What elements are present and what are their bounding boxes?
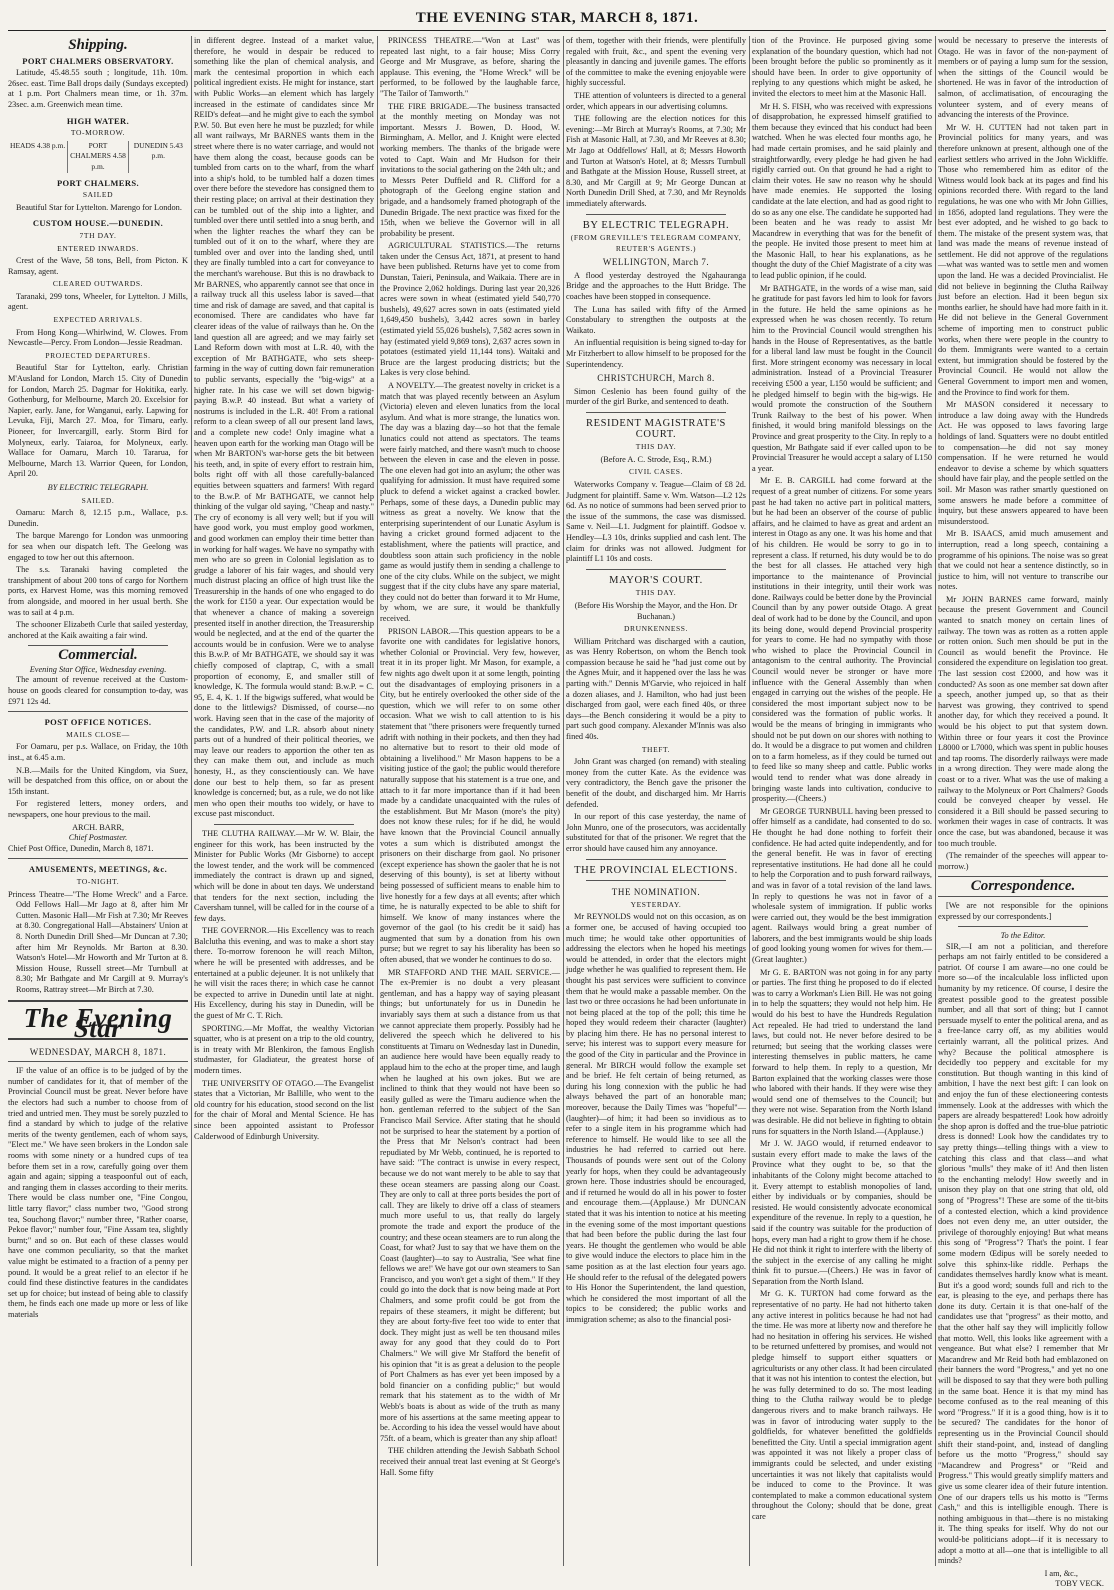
luna-text: The Luna has sailed with fifty of the Armed Constabulary to strengthen the outposts at the Waikato. <box>566 304 746 335</box>
head-rule <box>8 30 1106 31</box>
column-5 <box>752 36 932 1566</box>
christchurch-dateline: CHRISTCHURCH, March 8. <box>597 373 715 384</box>
divider <box>938 896 1108 897</box>
civil-cases-text: Waterworks Company v. Teague—Claim of £8 2d. Judgment for plaintiff. Same v. Wm. Watson—L2 12s 6d. As no notice of summons had been served prior to the issue of the summons, the case was dismissed. Same v. Neil—L1. Judgment for plaintiff. Godsoe v. Hendley—L3 10s, drinks supplied and cash lent. The claim for drinks was not allowed. Judgment for plaintiff L1 10s and costs. <box>566 479 746 564</box>
turton-speech: Mr G. K. TURTON had come forward as the representative of no party. He had not hitherto taken any active interest in politics because he had not had the time. He was more at liberty now and therefore he had no hesitation in offering his services. He wished to be returned unfettered by promises, and would not pledge himself to support either squatters or agriculturists or any other class. It had been circulated that it was not his intention to contest the election, but he was fully determined to do so. The most leading thing to the Clutha railway would be to pledge dangerous rivers and to make branch railways. He was in favor of introducing water supply to the goldfields, for whatever benefitted the goldfields benefitted the City. Until a special immigration agent was appointed it was not likely a proper class of immigrants could be selected, and under existing uncertainties it was not likely that capitalists would be induced to come to the Province. It was contemplated to make a common educational system throughout the Colony; should that be done, great care <box>752 1289 932 1521</box>
amusements-sub: TO-NIGHT. <box>76 876 120 886</box>
letter-signature: TOBY VECK. <box>1055 1579 1104 1589</box>
divider <box>586 859 726 860</box>
sporting-item: SPORTING.—Mr Moffat, the wealthy Victorian squatter, who is at present on a trip to the old country, is in treaty with Mr Blenkiron, the famous English studmaster, for Gladiateur, the greatest horse of modern times. <box>194 1023 374 1075</box>
cutten-speech: Mr W. H. CUTTEN had not taken part in Provincial politics for many years, and was therefore unknown at present, although one of the earliest settlers who arrived in the John Wickliffe. Those who remembered him as editor of the Witness would look back at its pages and find his opinions recorded there. With regard to the land regulations, he was one who with Mr John Gillies, in 1856, adopted land regulations. They were the best ever adopted, and he wished to go back to them. The mistake of the present system was, that land was made the means of revenue instead of settlement. He did not approve of the regulations—what was wanted was to settle men and women upon the land. He was a decided Provincialist. He did not believe in beginning the Clutha Railway just before an election. Had it been begun six months earlier, he should have had more faith in it. He did not believe in the General Government scheme of importing men to construct public works, when there were people in the country to do them. Immigrants were wanted to a certain extent, but immigration should be fostered by the Provincial Council. He would not allow the General Government to import men and women, and the Province to find work for them. <box>938 122 1108 397</box>
turton-speech-cont: would be necessary to preserve the interests of Otago. He was in favor of the non-payment of members or of paying a lump sum for the session, when the sittings of the Council would be shortened. He was in favor of the introduction of salmon, of acclimatisation, of encouraging the volunteer system, and of every means of advancing the interests of the Province. <box>938 36 1108 120</box>
mayors-court-before: (Before His Worship the Mayor, and the Hon. Dr Buchanan.) <box>574 600 738 621</box>
drunkenness-sub: DRUNKENNESS. <box>623 624 689 634</box>
post-text-3: For registered letters, money orders, and newspapers, one hour previous to the mail. <box>8 799 188 819</box>
university-item: THE UNIVERSITY OF OTAGO.—The Evangelist states that a Victorian, Mr Ballille, who went to the old country for his education, stood second on the list for the chair of Moral and Mental Science. He has since been appointed assistant to Professor Calderwood of Edinburgh University. <box>194 1078 374 1141</box>
agricultural-item: AGRICULTURAL STATISTICS.—The returns taken under the Census Act, 1871, at present to hand have been published. Returns have yet to come from Dunstan, Taieri, Peninsula, and Waikaia. There are in the Province 2,062 holdings. During last year 20,326 acres were sown in wheat (estimated yield 540,770 bushels), 49,627 acres sown in oats (estimated yield 1,649,450 bushels), 3,442 acres sown in barley (estimated yield 55,026 bushels), 7,582 acres sown in hay (estimated yield 9,869 tons), 2,637 acres sown in potatoes (estimated yield 11,144 tons). Waitaki and Bruce are the largest producing districts; but the Lakes is very close behind. <box>380 241 560 378</box>
fire-brigade-item: THE FIRE BRIGADE.—The business transacted at the monthly meeting on Monday was not important. Messrs J. Bowen, D. Hood, W. Birmingham, A. Mellor, and J. Knight were elected working members. The thanks of the brigade were voted to Capt. Wain and Mr Hudson for their invitations to the social gathering on the 24th ult.; and to Messrs Peter Duffield and R. Clifford for a photograph of the Geelong engine station and brigade, and a handsomely framed photograph of the Dunedin Brigade. The next practice was fixed for the 15th, when we believe the Governor will in all probability be present. <box>380 101 560 238</box>
cargill-speech: Mr E. B. CARGILL had come forward at the request of a great number of citizens. For some years past he had taken no active part in political matters, but he had been an observer of the course of public affairs, and he claimed to have as great and ardent an interest in Otago as any one. It was his home and that of his children. He would be sorry to go in to represent a class. If returned, his duty would be to do the best for all classes. He attached very high importance to the maintenance of Provincial institutions in their integrity, until their work was done. Railways could be better done by the Provincial Council than by any power outside Otago. A great deal of work had to be done by the Council, and upon its being done, would depend Provincial prosperity for years to come. He had no sympathy with those who wished to place the Provincial Council in antagonism to the central authority. The Provincial Council would never be stronger or have more influence with the General Assembly than when engaged in carrying out the wishes of the people. He considered the most important subject now to be considered was the formation of public works. It would be the means of bringing in immigrants who should not be put down on our shores with nothing to do. It would be a disgrace to put women and children on to a farm homeless, as if they could be turned out to feed like so many sheep and cattle. Public works would tend to render what was done already in bringing waste lands into cultivation, conducive to prosperity.—(Cheers.) <box>752 476 932 804</box>
entered-sub: ENTERED INWARDS. <box>57 243 139 253</box>
jewish-school-item: THE children attending the Jewish Sabbath School received their annual treat last evening at St George's Hall. Some fifty <box>380 1446 560 1477</box>
postmaster-title: Chief Postmaster. <box>68 833 128 843</box>
tide-table <box>8 141 188 173</box>
to-the-editor: To the Editor. <box>1000 931 1046 941</box>
volunteers-item: THE attention of volunteers is directed to a general order, which appears in our advertising columns. <box>566 90 746 111</box>
wellington-text: A flood yesterday destroyed the Ngahauranga Bridge and the approaches to the Hutt Bridge. The coaches have been stopped in consequence. <box>566 270 746 302</box>
telegraph-text: Oamaru: March 8, 12.15 p.m., Wallace, p.s. Dunedin. <box>8 508 188 528</box>
divider <box>8 711 188 712</box>
column-3 <box>380 36 560 1566</box>
remainder-note: (The remainder of the speeches will appear to-morrow.) <box>938 851 1108 871</box>
turnbull-speech: Mr GEORGE TURNBULL having been pressed to offer himself as a candidate, had consented to do so. He thought he had done nothing to forfeit their confidence. He had acted quite independently, and for the general benefit. He was in favor of erecting representative institutions. He had done all he could to help the Corporation and to push forward railways, and was in favor of a total revision of the land laws. In reply to questions he was not in favor of a wholesale system of immigration. If public works were carried out, they would be the best immigration agent. Railways would bring a great number of laborers, and the best immigrants would be ship loads of good looking young women for wives for them.—(Great laughter.) <box>752 806 932 965</box>
barton-speech: Mr G. E. BARTON was not going in for any party or parties. The first thing he proposed to do if elected was to carry a Workman's Lien Bill. He was not going in to help the squatters; they would not help him. He would do his best to have the Hundreds Regulation Act repealed. He had tried to understand the land laws, but could not. He never before desired to be returned; but seeing that the working classes were interesting themselves in public matters, he came forward to help them. In reply to a question, Mr Barton explained that the working classes were those who labored with their hands. If they were wise they would send one of themselves to the Council; but they were not wise. Separation from the North Island was desirable. He did not believe in fighting to obtain runs for squatters in the North Island.—(Applause.) <box>752 967 932 1136</box>
governor-item: THE GOVERNOR.—His Excellency was to reach Balclutha this evening, and was to make a short stay there. To-morrow forenoon he will reach Milton, where he will be presented with addresses, and be entertained at a public dejeuner. It is not unlikely that he will visit the races there; in which case he cannot be expected to arrive in Dunedin until late at night. His Excellency, during his stay in Dunedin, will be the guest of Mr C. T. Rich. <box>194 926 374 1021</box>
theft-text: John Grant was charged (on remand) with stealing money from the cutter Kate. As the evidence was very contradictory, the Bench gave the prisoner the benefit of the doubt, and discharged him. Mr Harris defended. <box>566 757 746 809</box>
divider <box>8 858 188 859</box>
telegraph-heading: BY ELECTRIC TELEGRAPH. <box>47 482 149 492</box>
rm-court-day: THIS DAY. <box>635 442 677 452</box>
rm-court-before: (Before A. C. Strode, Esq., R.M.) <box>600 454 712 464</box>
telegraph-sailed: SAILED. <box>81 495 115 505</box>
divider <box>8 1061 188 1062</box>
column-4 <box>566 36 746 1566</box>
postmaster-name: ARCH. BARR, <box>72 822 124 832</box>
novelty-item: A NOVELTY.—The greatest novelty in cricket is a match that was played recently between an Asylum (Victoria) eleven and eleven lunatics from the local asylum. And what is more strange, the lunatics won. The day was a blazing day—so hot that the female lunatics could not attend as spectators. The teams were fairly matched, and there wasn't much to choose between the eleven in case and the eleven in posse. The one eleven had got into an asylum; the other was qualifying for admission. It must have required some pluck to defend a wicket against a cracked bowler. Perhaps, some of these days, a Dunedin public may witness as great a novelty. We know that the enterprising superintendent of our Lunatic Asylum is having a cricket ground formed adjacent to the establishment, where the patients will practice, and doubtless soon attain such proficiency in the noble game as would justify them in sending a challenge to one of the city clubs. While on the subject, we might suggest that if the city clubs have any spare material, they could not do better than forward it to Mr Hume, by whom, we are sure, it would be thankfully received. <box>380 381 560 624</box>
paper-title: The Evening Star <box>23 1002 173 1044</box>
provincial-elections-heading: THE PROVINCIAL ELECTIONS. <box>574 864 738 876</box>
divider <box>958 926 1088 927</box>
correction-text: In our report of this case yesterday, the name of John Munro, one of the prosecutors, was accidentally substituted for that of the prisoner. We regret that the error should have caused him any annoyance. <box>566 812 746 853</box>
cleared-sub: CLEARED OUTWARDS. <box>52 279 144 289</box>
column-2 <box>194 36 374 1566</box>
section-title-shipping: Shipping. <box>68 37 128 53</box>
bathgate-speech: Mr BATHGATE, in the words of a wise man, said he gratitude for past favors led him to look for favors in the future. He held the same opinions as he expressed when he was chosen recently. To return him to the Provincial Council would strengthen his hands in the House of Representatives, as the battle for a liberal land law must be fought in the Council first. More stringent economy was necessary in local administration. Instead of a Provincial Treasurer receiving £500 a year, L150 would be sufficient; and he pledged himself to begin with the big-wigs. He would promote the construction of the Southern Trunk Railway to the best of his power. When finished, it would bring manifold blessings on the Province and great prosperity to the City. In reply to a question, Mr Bathgate said if ever called upon to be Provincial Treasurer he would accept a salary of L150 a year. <box>752 283 932 473</box>
leader-article-cont: in different degree. Instead of a market value, therefore, he would in despair be reduced to something like the plan of chemical analysis, and mark the centesimal proportion in which each political ingredient exists. He might for instance, start with Public Works—an element which has largely increased in the estimate of candidates since Mr REID's defeat—and he might give to each the symbol P.W. 50. But even here he must be puzzled; for while all want railways, Mr BARNES wants them in the street where there is no water carriage, and would not have them along the coast, because goods can be tumbled from carts on to the wharf, from the wharf into a ship's hold, to be tumbled half a dozen times over there before the stevedore has consigned them to their resting place; on arrival at their destination they can be tumbled out of the ship into a lighter, and tumbled over there until settled into a snug berth, and when the lighter reaches the wharf they can be tumbled out of it on to the wharf, where they are tumbled over and over into the landing shed, until they are finally tumbled into a cart for conveyance to the merchant's warehouse. But this is no drawback to Mr BARNES, who apparently cannot see that once in a railway truck all this useless labor is saved—that time and risk of damage are saved, and that capital is economised. There are candidates who have far clearer ideas of the value of railways than he. On the land question all are agreed; and we may fairly set Land Reform down with most at L.R. 40, with the exception of Mr BATHGATE, who sets sheep-farming in the way of cutting down fair remuneration to public servants, especially the "big-wigs" at a higher rate. In his case we will set down bigwig-paying B.w.P. 40 instead. But what a variety of nostrums is included in the L.R. 40! From a rational reform to a clean sweep of all our present land laws, and a complete new code! Only imagine what a heaven upon earth for the working man Otago will be when Mr BARTON's war-horse gets the bit between his teeth, and, in spite of every effort to restrain him, bolts right off with all those carefully-balanced equities between squatters and farmers! With regard to the B.w.P. of Mr BATHGATE, we cannot help thinking of the vulgar old saying, "Cheap and nasty." The cry of economy is all very well; but if you will have good work, you must employ good workmen, and good workmen can employ their time better than in working for half wages. We have no sympathy with men who are so green in Colonial legislation as to grudge a laborer of his fair wages, and should very much distrust placing an office of high trust like the Treasurership in the hands of one who engaged to do the work for £150 a year. Our expectation would be that whenever a chance of making a sovereign presented itself in another direction, the Treasurership would be neglected, and at the end of the quarter the accounts would be in confusion. Were we to analyse this B.w.P. of Mr BATHGATE, we should say it was chiefly composed of claptrap, C, with a small proportion of economy, E, and smaller still of knowledge, K. The formula would stand: B.w.P. = C. 95, E. 4, K. 1. If the bigwigs suffered, what would be done to the littlewigs? Dismissed, of course—no work. Having seen that in the case of the majority of the candidates, P.W. and L.R. absorb about ninety parts out of a hundred of their political theories, we may leave our readers to apportion the other ten as they can make them out, and include as much honesty, H., as they conscientiously can. We have done our best to help them, so far as present knowledge is concerned; but, as a rule, we do not like men who open their mouths too widely, or have to excuse past misconduct. <box>194 36 374 819</box>
amusements-heading: AMUSEMENTS, MEETINGS, &c. <box>28 864 168 875</box>
theft-sub: THEFT. <box>641 744 671 754</box>
column-rule <box>563 36 564 1566</box>
column-rule <box>749 36 750 1566</box>
post-text-1: For Oamaru, per p.s. Wallace, on Friday, the 10th inst., at 6.45 a.m. <box>8 742 188 763</box>
mayors-court-heading: MAYOR'S COURT. <box>609 574 703 586</box>
requisition-text: An influential requisition is being signed to-day for Mr Fitzherbert to allow himself to be proposed for the Superintendency. <box>566 338 746 369</box>
mayors-court-day: THIS DAY. <box>635 588 677 598</box>
mails-close-sub: MAILS CLOSE— <box>66 729 130 739</box>
observatory-heading: PORT CHALMERS OBSERVATORY. <box>22 55 174 66</box>
section-title-correspondence: Correspondence. <box>970 878 1076 895</box>
sailed-text: Beautiful Star for Lyttelton. Marengo for London. <box>16 202 182 212</box>
divider <box>586 214 726 215</box>
column-rule <box>935 36 936 1566</box>
clutha-railway-item: THE CLUTHA RAILWAY.—Mr W. W. Blair, the engineer for this work, has been instructed by the Minister for Public Works (Mr Gisborne) to accept the lowest tender, and the work will be commenced immediately the contract is drawn up and signed, which will be done in about ten days. We understand that tenders for the next section, including the Caversham tunnel, will be called for in the course of a few days. <box>194 828 374 923</box>
letter-closing: I am, &c., <box>1044 1568 1078 1578</box>
nomination-heading: THE NOMINATION. <box>611 887 701 898</box>
nomination-text: Mr REYNOLDS would not on this occasion, as on a former one, be accused of having occupied too much time; he would take other opportunities of addressing the electors when he hoped his meetings would be attended, in order that the electors might judge whether he was qualified to represent them. He thought his past services were sufficient to convince them that he would make a passable member. On the last two or three occasions he had been unfortunate in not being placed at the top of the poll; this time he hoped they would redeem their character (laughter) by placing him there. He has no personal interest to serve; his interest was to support every measure for the good of the City in particular and the Province in general. Mr BIRCH would follow the example set and be brief. He felt certain of being returned, as during his long connexion with the public he had always behaved the part of an honorable man; moreover, because the Daily Times was "hopeful"—(laughter)—of him; it had been so invidious as to refer to a single item in his programme which had reference to himself. He would like to see all the industries he had referred to carried out here. Thousands of pounds were sent out of the Colony yearly for hops, when they could be advantageously grown here. Those industries should be encouraged, and if returned he would do all in his power to foster and encourage them.—(Applause.) Mr DUNCAN stated that it was his intention to notice at his meeting in the evening some of the most important questions that had been before the public during the last four years. He thought the gentlemen who would be able to give would induce the electors to place him in the same position as at the last election four years ago. He should refer to the refusal of the delegated powers to His Honor the Superintendent, the land question, which he considered the most important of all the topics to be considered; the public works and immigration scheme; as also to the financial posi- <box>566 912 746 1324</box>
tide-port-chalmers: PORT CHALMERS 4.58 p.m. <box>67 141 127 173</box>
high-water-sub: TO-MORROW. <box>70 128 126 138</box>
nomination-cont: tion of the Province. He purposed giving some explanation of the boundary question, which had not been brought before the public so prominently as it should have been. In order to give opportunity of replying to any questions which might be asked, he invited the electors to meet him at the Masonic Hall. <box>752 36 932 98</box>
projected-sub: PROJECTED DEPARTURES. <box>45 350 151 360</box>
paper-date: WEDNESDAY, MARCH 8, 1871. <box>29 1046 167 1057</box>
telegraph-source: (FROM GREVILLE'S TELEGRAM COMPANY, REUTER'S AGENTS.) <box>570 233 742 253</box>
office-line: Evening Star Office, Wednesday evening. <box>29 664 167 674</box>
custom-house-heading: CUSTOM HOUSE.—DUNEDIN. <box>32 218 164 229</box>
column-rule <box>191 36 192 1566</box>
post-text-2: N.B.—Mails for the United Kingdom, via Suez, will be despatched from this office, on or about the 15th instant. <box>8 765 188 796</box>
wellington-dateline: WELLINGTON, March 7. <box>602 257 710 268</box>
amusements-list: Princess Theatre—"The Home Wreck" and a Farce. Odd Fellows Hall—Mr Jago at 8, after him Mr Cutten. Masonic Hall—Mr Fish at 7.30; Mr Reeves at 8.30. Congregational Hall—Abstainers' Union at 8. North Dunedin Drill Shed—Mr Duncan at 7.30; after him Mr Reynolds. Mr Barton at 8.30. Watson's Hotel—Mr Howorth and Mr Turton at 8. Mission House, Russell street—Mr Turnbull at 8.30; Mr Bathgate and Mr Cargill at 9. Murray's Rooms, Rattray street—Mr Birch at 7.30. <box>8 889 188 994</box>
mason-speech: Mr MASON considered it necessary to introduce a law doing away with the Hundreds Act. He was opposed to laws favoring large holdings of land. Squatters were no doubt entitled to compensation—he did not say money compensation. If he were returned he would endeavor to devise a scheme by which squatters should have fair play, and the people settled on the soil. Mr Mason was rather smartly questioned on some answers he made before a committee of inquiry, but these answers appeared to have been misunderstood. <box>938 400 1108 526</box>
leader-article: IF the value of an office is to be judged of by the number of candidates for it, that of member of the Provincial Council must be great. Never before have the electors had such a number to choose from of tried and untried men. They must be sorely puzzled to find a standard by which to judge of the relative merits of the twenty gentlemen, each of whom says, "Elect me." We have seen brokers in the London sale rooms with some ninety or a hundred cups of tea before them set in a row, carefully going over them again and again; sipping a teaspoonful out of each, and ranging them in classes according to their merits. There would be class number one, "Fine Congou, little tarry flavor;" class number two, "Good strong tea, Souchong flavor;" number three, "Rather coarse, Pekoe flavor;" number four, "Fine Assam tea, slightly burnt;" and so on. But each of these classes would have one common peculiarity, so that the market value might be estimated to a fraction of a penny per pound. It would be a great relief to an elector if he could find these distinctive features in the candidates set up for choice; but instead of being able to classify them, he finds each one made up more or less of like materials <box>8 1066 188 1319</box>
taranaki-text: The s.s. Taranaki having completed the transhipment of about 200 tons of cargo for Northern ports, ex Harvest Home, was this morning removed from alongside, and moored in her usual berth. She was to sail at 4 p.m. <box>8 565 188 617</box>
column-6 <box>938 36 1108 1589</box>
divider <box>586 569 726 570</box>
barnes-speech: Mr JOHN BARNES came forward, mainly because the present Government and Council wanted to snatch money on certain lines of railway. The town was as rotten as a rotten apple or rotten onion. Such men should be put in the Council as would benefit the Province. He considered the expenditure on legislation too great. The last session cost £2000, and how was it conducted? As soon as one member sat down after a speech, another jumped up, so that as their harvest was growing, they contrived to spend another day, for which they received a pound. It would be his object to put that system down. Within three or four years it cost the Province L8000 or L7000, which was spent in public houses and tap rooms. The disorderly railways were made in a wrong direction. They were made along the coast or to a river. What was the use of making a railway to the Molyneux or Port Chalmers? Goods could be conveyed cheaper by vessel. He considered it a Bill should be passed securing to workmen their wages in case of contracts. It was once the case, but was abandoned, because it was too much trouble. <box>938 594 1108 848</box>
civil-cases-sub: CIVIL CASES. <box>628 467 683 477</box>
stafford-item: MR STAFFORD AND THE MAIL SERVICE.—The ex-Premier is no doubt a very pleasant gentleman, and has a happy way of saying pleasant things; but unfortunately for us in Dunedin he invariably says them at such a distance from us that we cannot appreciate them properly. Possibly had he delivered the speech which he delivered to his constituents at Timaru on Wednesday last in Dunedin, an audience here would have been equally ready to applaud him to the echo at the proper time, and laugh when he laughed at his own jokes. But we are inclined to think that they would not have been so easily gulled as were the Timaru audience when the hon. gentleman referred to the subject of the San Francisco Mail Service. After stating that he should not be surprised to hear the statement by a portion of the Press that Mr Nelson's contract had been repudiated by Mr Webb, continued, he is reported to have said: "The contract is unwise in every respect, because we do not want merely to be able to say that these ocean steamers are passing along our Coast. They are only to call at three ports besides the port of call. They are likely to drive off a class of steamers much more useful to us, that really do largely promote the trade and export the produce of the country; and these ocean steamers are to run along the Coast, for what? Just to say that we have them on the Coast (laughter)—to say to Australia, 'See what fine fellows we are!' We have got our own steamers to San Francisco, and you won't get a sight of them." If they could go into the dock that is now being made at Port Chalmers, and some profit could be got from the repairs of these steamers, it might be different; but they are about forty-five feet too wide to enter that dock. They might just as well be ten thousand miles away for any good that they could do to Port Chalmers." We will give Mr Stafford the benefit of his opinion that "it is as great a delusion to the people of Port Chalmers as has ever yet been imposed by a bold financier on a confiding public;" but would remark that his statement as to the width of Mr Webb's boats is about as wide of the truth as many more of his assertions at the same meeting appear to be. According to his idea the vessel would have about 75ft. of a beam, which is greater than any ship afloat! <box>380 967 560 1443</box>
running-head: THE EVENING STAR, MARCH 8, 1871. <box>415 10 699 26</box>
drunkenness-text: William Pritchard was discharged with a caution, as was Henry Robertson, on whom the Bench took compassion because he said he "had just come out by the Agnes Muir, and it happened over the lass he was parting with." Dennis M'Garvie, who rejoiced in half a dozen aliases, and J. Hamilton, who had just been discharged from gaol, were each fined 40s, or three days—the Bench considering it would be a pity to part such good company. Alexander M'Innis was also fined 40s. <box>566 636 746 742</box>
divider <box>586 880 726 881</box>
prison-labor-item: PRISON LABOR.—This question appears to be a favorite one with candidates for legislative honors, whether Colonial or Provincial. Very few, however, treat it in its proper light. Mr Mason, for example, a few nights ago dwelt upon it at some length, pointing out the disadvantages of employing prisoners in a City, but he entirely overlooked the other side of the question, which we will refer to on some other occasion. What we wish to call attention to is his statement that "there prisoners were frequently turned adrift with nothing in their pockets, and then they had no alternative but to resort to their old mode of obtaining a livelihood." Mr Mason happens to be a visiting justice of the gaol; the public would therefore naturally suppose that his statement is a true one, and attach to it far more importance than if it had been made by a candidate unacquainted with the rules of the establishment. But Mr Mason (more's the pity) does not know these rules; for if he did, he would have known that the Provincial Council annually votes a sum which is distributed amongst the prisoners on their discharge from gaol. No prisoner (except experience has shown the gaoler that he is not deserving of this bounty), is set at liberty without being possessed of sufficient means to enable him to live honestly for a few days at all events; after which time, he is naturally expected to be able to shift for himself. We know of many instances where the governor of the gaol (to his credit be it said) has augmented that sum by a donation from his own purse; but we regret to say his liberality has been so often abused, that we wonder he continues to do so. <box>380 626 560 965</box>
high-water-heading: HIGH WATER. <box>66 115 130 126</box>
revenue-text: The amount of revenue received at the Custom-house on goods cleared for consumption to-day, was £971 12s 4d. <box>8 675 188 706</box>
divider <box>938 876 1108 877</box>
nomination-day: YESTERDAY. <box>630 899 682 909</box>
fish-speech: Mr H. S. FISH, who was received with expressions of disapprobation, he expressed himself gratified to them because they evinced that his conduct had been watched. When he was elected four months ago, he had made certain promises, and he said plainly and straightforwardly, every pledge he had given he had rigidly carried out. On that ground he had a right to claim their votes. He saw no reason why he should have made enemies. He supported the losing candidate at the late election, and had as good right to do so as any one else. The candidate he supported had been beaten and he was ready to assist Mr Macandrew in everything that was for the benefit of the people. He invited those present to meet him at the Masonic Hall, to hear his explanations, as he thought the duty of the Chief Magistrate of a city was to lead public opinion, if he could. <box>752 101 932 281</box>
post-office-date: Chief Post Office, Dunedin, March 8, 1871. <box>8 843 154 853</box>
election-notices-item: THE following are the election notices for this evening:—Mr Birch at Murray's Rooms, at 7.30; Mr Fish at Masonic Hall, at 7.30, and Mr Reeves at 8.30; Mr Jago at Oddfellows' Hall, at 8; Messrs Howorth and Turton at Watson's Hotel, at 8; Messrs Turnbull and Bathgate at the Mission House, Russell street, at 8.30, and Mr Cargill at 9; Mr George Duncan at North Dunedin Drill Shed, at 7.30, and Mr Reynolds immediately afterwards. <box>566 114 746 208</box>
schooner-text: The schooner Elizabeth Curle that sailed yesterday, anchored at the Kaik awaiting a fair wind. <box>8 620 188 640</box>
column-1 <box>8 36 188 1566</box>
christchurch-text: Simon Ceslenio has been found guilty of the murder of the girl Burke, and sentenced to death. <box>566 386 746 407</box>
entered-text: Crest of the Wave, 58 tons, Bell, from Picton. K Ramsay, agent. <box>8 256 188 276</box>
telegraph-heading: BY ELECTRIC TELEGRAPH. <box>582 219 730 231</box>
isaacs-speech: Mr B. ISAACS, amid much amusement and interruption, read a long speech, containing a programme of his opinions. The noise was so great that we could not hear a sentence distinctly, so in justice to him, will not venture to transcribe our notes. <box>938 529 1108 592</box>
sailed-sub: SAILED <box>82 190 114 200</box>
letter-body: SIR,—I am not a politician, and therefore perhaps am not fairly entitled to be considered a patriot. Of course I am aware—no one could be more so—of the incalculable loss inflicted upon humanity by my reticence. Of course, I desire the greatest possible good to the greatest possible number, and all that sort of thing; but I cannot persuade myself to enter the political arena, and as a free-lance carry off, as my abilities would certainly warrant, all the political prizes. And why? Because the political atmosphere is decidedly too peppery and excitable for my constitution. But though wanting in this kind of ambition, I have the next best gift: I can look on and enjoy the fun of these electioneering contests immensely. Look at the addresses with which the papers are already bespattered! Look how adroitly the shop apron is doffed and the true-blue patriotic dress is donned! Look how the candidates try to say pretty things—telling things with a view to catching this class and that class—and what glorious "mulls" they make of it! And then listen to the enchanting melody! How sweetly and in unison they play on that one string that old, old song of "Progress"! These are some of the tit-bits of a contested election, which a kind providence does not even deny me, an utter outsider, the privilege of thoroughly enjoying! But what means this song of "Progress"? That's the point. I fear some modern Œdipus will be sorely needed to solve this sphinx-like riddle. Perhaps the candidates themselves hardly know what is meant. But it's a good word; sounds full and rich to the ear, is pleasing to the eye, and perhaps there has done its duty. Certain it is that one-half of the candidates use that "progress" as their motto, and that the other half say they will implicitly follow that motto. Well, this looks like agreement with a vengeance. But what else? I remember that Mr Macandrew and Mr Reid both had emblazoned on their banners the word "Progress," and yet no one will be disposed to say that they were both pulling in the same boat. Hence it is that my mind has become confused as to the real meaning of this word "Progress." If it is a good thing, how is it to be secured? The candidates for the honor of representing us in the Provincial Council should shift their stand-point, and, instead of dangling before us the motto "Progress," should say "Macandrew and Progress" or "Reid and Progress." This would greatly simplify matters and give us some clearer idea of their future intention. One of our drapers tells us his motto is "Terms Cash," and this is intelligible enough. There is nothing ambiguous in that—there is no mistaking it. The thing speaks for itself. Why do not our would-be politicians adopt—if it is necessary to adopt a motto at all—one that is intelligible to all minds? <box>938 941 1108 1566</box>
expected-text: From Hong Kong—Whirlwind, W. Clowes. From Newcastle—Percy. From London—Jessie Readman. <box>8 327 188 348</box>
post-office-heading: POST OFFICE NOTICES. <box>44 717 152 728</box>
cleared-text: Taranaki, 299 tons, Wheeler, for Lyttelton. J Mills, agent. <box>8 291 188 312</box>
divider <box>28 645 168 646</box>
projected-text: Beautiful Star for Lyttelton, early. Christian M'Ausland for London, March 15. City of Dunedin for London, March 25. Dagmar for Hokitika, early. Gothenburg, for Melbourne, March 20. Excelsior for Napier, early. Jane, for Wanganui, early. Lapwing for Levuka, Fiji, March 27. Moa, for Timaru, early. Pioneer, for Invercargill, early. Storm Bird for Molyneux, early. Taiaroa, for Molyneux, early. Wallace for Oamaru, March 10. Tararua, for Melbourne, March 13. Warrior Queen, for London, April 20. <box>8 363 188 479</box>
port-heading: PORT CHALMERS. <box>56 177 140 188</box>
custom-house-day: 7TH DAY. <box>79 230 117 240</box>
marengo-text: The barque Marengo for London was unmooring for sea when our dispatch left. The Geelong was engaged to tow her out this afternoon. <box>8 531 188 562</box>
column-rule <box>377 36 378 1566</box>
correspondence-disclaimer: [We are not responsible for the opinions expressed by our correspondents.] <box>938 900 1108 921</box>
section-title-commercial: Commercial. <box>58 647 138 664</box>
tide-dunedin: DUNEDIN 5.43 p.m. <box>128 141 188 173</box>
jewish-school-cont: of them, together with their friends, were plentifully regaled with fruit, &c., and spent the evening very pleasantly in dancing and juvenile games. The efforts of the committee to make the evening enjoyable were highly successful. <box>566 36 746 88</box>
expected-sub: EXPECTED ARRIVALS. <box>53 315 143 325</box>
jago-speech: Mr J. W. JAGO would, if returned endeavor to sustain every effort made to make the laws of the Province what they ought to be, so that the inhabitants of the Colony might become attached to it. Every attempt to establish monopolies of land, either by individuals or by companies, should be resisted. He would consistently advocate economical expenditure of the revenue. In reply to a question, he said if the country was suitable for the production of hops, every man had a right to grow them if he chose. He did not think it right to interfere with the liberty of the subject in the exercise of any calling he might think fit to pursue.—(Cheers.) He was in favor of Separation from the North Island. <box>752 1139 932 1286</box>
rm-court-heading: RESIDENT MAGISTRATE'S COURT. <box>585 418 726 440</box>
divider <box>586 412 726 413</box>
divider <box>214 824 354 825</box>
theatre-item: PRINCESS THEATRE.—"Won at Last" was repeated last night, to a fair house; Miss Corry George and Mr Musgrave, as before, sharing the applause. This evening, the "Home Wreck" will be performed, to be followed by the laughable farce, "The Tailor of Tamworth." <box>380 36 560 98</box>
observatory-text: Latitude, 45.48.55 south ; longitude, 11h. 10m. 26sec. east. Time Ball drops daily (Sundays excepted) at 1 p.m. Port Chalmers mean time, or 1h. 37m. 23sec. a.m. Greenwich mean time. <box>8 68 188 109</box>
tide-heads: HEADS 4.38 p.m. <box>10 140 66 150</box>
